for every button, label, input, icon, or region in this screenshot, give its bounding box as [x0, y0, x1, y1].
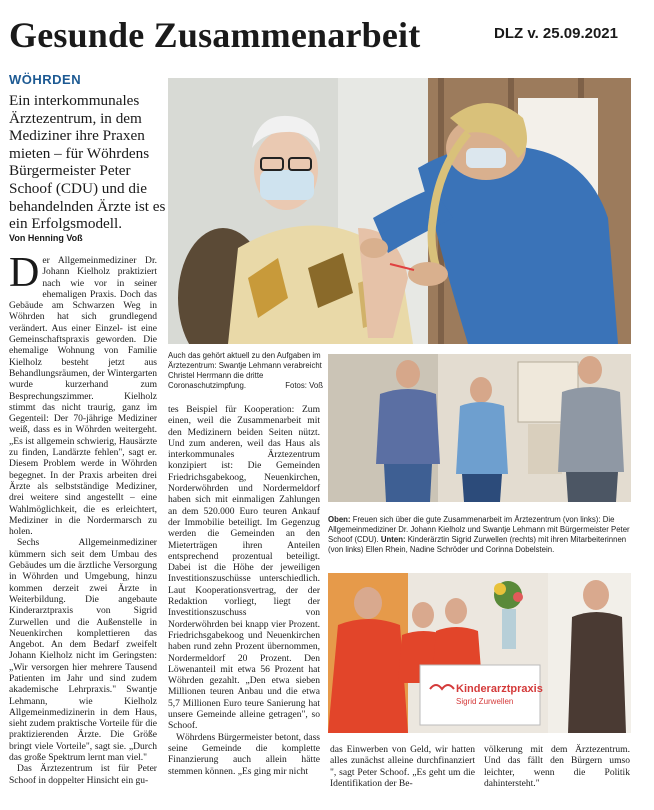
- paragraph-7: völkerung mit dem Ärztezentrum. Und das fällt den Bürgern umso leichter, wenn die Politik dahintersteht.": [484, 744, 630, 789]
- photo-credit: Fotos: Voß: [285, 381, 323, 390]
- sign-name: Sigrid Zurwellen: [456, 697, 514, 706]
- photo-caption-group: [328, 515, 631, 555]
- photo-kinderarztpraxis: [328, 573, 631, 733]
- group-doctors-photo-graphic: [328, 354, 631, 502]
- caption-label-top: Oben:: [328, 515, 351, 524]
- kicker-location: WÖHRDEN: [9, 72, 82, 87]
- photo-group-doctors: [328, 354, 631, 502]
- caption-main-text: Auch das gehört aktuell zu den Aufgaben im Ärztezentrum: Swantje Lehmann verabreicht Christel Herrmann die dritte Coronaschutzimpfung.: [168, 351, 322, 390]
- paragraph-6: das Einwerben von Geld, wir hatten alles zunächst alleine durchfinanziert ", sagt Peter Schoof. „Es geht um die Identifikation der Be-: [330, 744, 475, 789]
- caption-label-bottom: Unten:: [380, 535, 406, 544]
- paragraph-1: [9, 250, 157, 538]
- paragraph-5: Wöhrdens Bürgermeister betont, dass seine Gemeinde die komplette Finanzierung auch allein hätte stemmen können. „Es ging mir nicht: [168, 731, 320, 777]
- photo-vaccination: [168, 78, 631, 344]
- paragraph-4: tes Beispiel für Kooperation: Zum einen, weil die Zusammenarbeit mit den Medizinern beiden Seiten nützt. Und zum anderen, weil das Haus als interkommunales Ärztezentrum konzipiert ist: Die Gemeinden Friedrichsgabekoog, Neuenkirchen, Norderwöhrden und Nordermeldorf haben sich mit einmaligen Zahlungen an dem 520.000 Euro teuren Ankauf der Immobilie beteiligt. Im Gegenzug werden die Gemeinden an den Mieterträgen ihren Anteilen entsprechend prozentual beteiligt. Dabei ist die Höhe der jeweiligen Investitionszuschüsse unterschiedlich. Laut Kooperationsvertrag, der der Redaktion vorliegt, liegt der Investitionszuschuss von Norderwöhrden bei knapp vier Prozent. Friedrichsgabekoog und Neuenkirchen haben rund zehn Prozent übernommen, Nordermeldorf 20 Prozent. Den Löwenanteil mit etwa 56 Prozent hat Wöhrden gezahlt. „Den etwa sieben Millionen teuren Anbau und die etwa 5,7 Millionen Euro teure Sanierung hat unsere Gemeinde alleine getragen", so Schoof.: [168, 404, 320, 732]
- caption-bottom-text: Kinderärztin Sigrid Zurwellen (rechts) mit ihren Mitarbeiterinnen (von links) Ellen Rhein, Nadine Schröder und Corinna Dobelstein.: [328, 535, 627, 554]
- sign-title: Kinderarztpraxis: [456, 683, 543, 695]
- article-column-4: [484, 744, 630, 789]
- caption-top-text: Freuen sich über die gute Zusammenarbeit im Ärztezentrum (von links): Die Allgemeinmediziner Dr. Johann Kielholz und Swantje Lehmann mit Bürgermeister Peter Schoof (CDU).: [328, 515, 630, 544]
- byline: Von Henning Voß: [9, 233, 83, 243]
- lead-paragraph: Ein interkommunales Ärztezentrum, in dem Mediziner ihre Praxen mieten – für Wöhrdens Bürgermeister Peter Schoof (CDU) und die behandelnden Ärzte ist es ein Erfolgsmodell.: [9, 92, 166, 233]
- kinderarztpraxis-photo-graphic: [328, 573, 631, 733]
- article-column-1: [9, 250, 157, 786]
- paragraph-3: Das Ärztezentrum ist für Peter Schoof in doppelter Hinsicht ein gu-: [9, 763, 157, 786]
- article-column-3: [330, 744, 475, 789]
- dropcap: D: [9, 250, 40, 296]
- paragraph-1-text: er Allgemeinmediziner Dr. Johann Kielholz praktiziert nach wie vor in seiner ehemaligen Praxis. Doch das Gebäude am Schwarzen Weg in Wöhrden hat sich grundlegend verändert. Aus einer Einzel- ist eine Gemeinschaftspraxis geworden. Die ehemalige Wohnung von Familie Kielholz besteht jetzt aus Behandlungsräumen, der Wintergarten wurde kurzerhand zum Besprechungszimmer. Kielholz stimmt das nicht traurig, ganz im Gegenteil: Der 70-jährige Mediziner weiß, dass es in Wöhrden weitergeht. „Es ist allgemein schwierig, Hausärzte zu finden, Landärzte fehlen", sagt er. Diesem Problem werde in Wöhrden begegnet. In der Praxis arbeiten drei Ärzte als selbstständige Mediziner, drei weitere sind angestellt – eine Wahlmöglichkeit, die es erleichtert, Mediziner in die Nordermarsch zu holen.: [9, 255, 157, 538]
- dateline: DLZ v. 25.09.2021: [494, 25, 618, 42]
- paragraph-2: Sechs Allgemeinmediziner kümmern sich seit dem Umbau des Gebäudes um die ärztliche Versorgung in Wöhrden und Umgebung, hinzu kommen derzeit zwei Ärzte in Weiterbildung. Die angebaute Kinderarztpraxis von Sigrid Zurwellen und die Außenstelle in Neuenkirchen komplettieren das Angebot. An dem Bedarf zweifelt Johann Kielholz nicht im Geringsten: „Wir versorgen hier mehrere Tausend Patienten im Jahr und sind zudem akademische Lehrpraxis." Swantje Lehmann, wie Kielholz Allgemeinmedizinerin in dem Haus, sieht zudem praktische Vorteile für die praktizierenden Ärzte. Die Größe bringt viele Vorteile", sagt sie. „Durch das große Spektrum lernt man viel.": [9, 537, 157, 764]
- vaccination-photo-graphic: [168, 78, 631, 344]
- article-column-2: [168, 404, 320, 777]
- photo-caption-main: [168, 351, 323, 391]
- headline: Gesunde Zusammenarbeit: [9, 15, 421, 55]
